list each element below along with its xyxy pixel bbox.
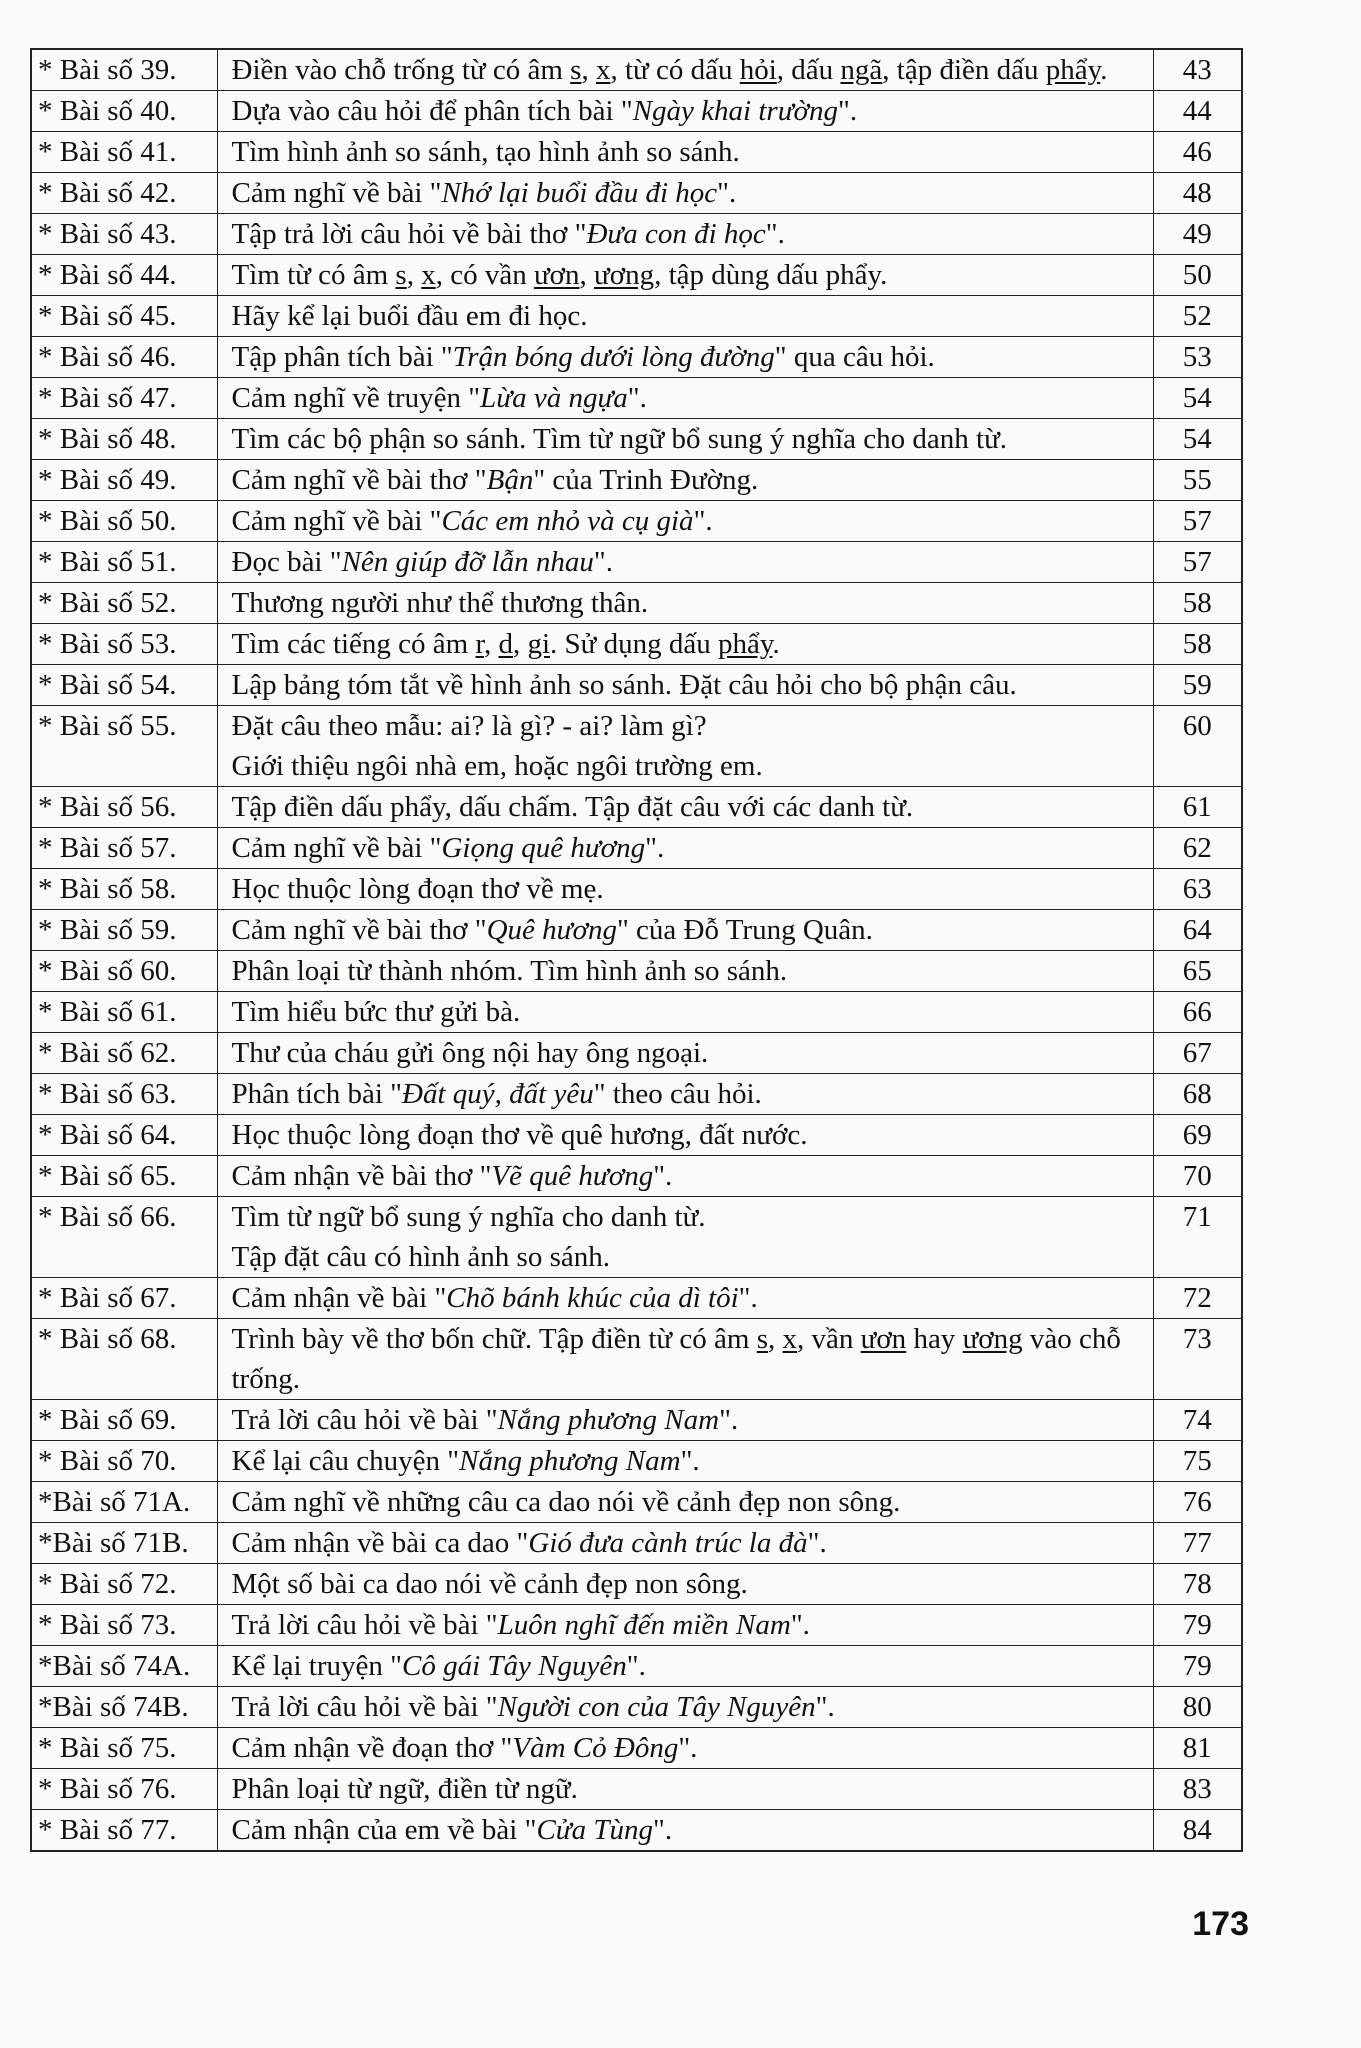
title-text: ". bbox=[653, 1814, 673, 1846]
title-text: Dựa vào câu hỏi để phân tích bài " bbox=[231, 95, 633, 127]
italic-text: Luôn nghĩ đến miền Nam bbox=[497, 1609, 791, 1641]
lesson-title bbox=[217, 1482, 1153, 1523]
underlined-text: ươn bbox=[533, 259, 580, 291]
page-ref: 62 bbox=[1153, 828, 1242, 869]
title-text: " của Đỗ Trung Quân. bbox=[616, 914, 873, 946]
page-ref: 57 bbox=[1153, 501, 1242, 542]
lesson-title bbox=[217, 706, 1153, 787]
title-text: Cảm nhận của em về bài " bbox=[231, 1814, 537, 1846]
title-text: ". bbox=[717, 177, 737, 209]
title-text: . Sử dụng dấu bbox=[550, 628, 719, 660]
lesson-number: * Bài số 41. bbox=[31, 132, 217, 173]
title-text: , bbox=[512, 628, 528, 660]
title-text: ". bbox=[678, 1732, 698, 1764]
page-ref: 70 bbox=[1153, 1156, 1242, 1197]
underlined-text: ương bbox=[962, 1323, 1023, 1355]
title-text: Phân loại từ thành nhóm. Tìm hình ảnh so sánh. bbox=[231, 955, 788, 987]
lesson-title bbox=[217, 214, 1153, 255]
lesson-title bbox=[217, 1319, 1153, 1400]
italic-text: Nắng phương Nam bbox=[459, 1445, 681, 1477]
lesson-title bbox=[217, 1646, 1153, 1687]
table-row bbox=[31, 910, 1242, 951]
lesson-title bbox=[217, 460, 1153, 501]
title-text: " qua câu hỏi. bbox=[774, 341, 935, 373]
title-text: ". bbox=[593, 546, 613, 578]
lesson-number: * Bài số 52. bbox=[31, 583, 217, 624]
table-row bbox=[31, 1278, 1242, 1319]
table-row bbox=[31, 624, 1242, 665]
table-row bbox=[31, 1646, 1242, 1687]
title-text: Tìm hiểu bức thư gửi bà. bbox=[231, 996, 521, 1028]
page-ref: 49 bbox=[1153, 214, 1242, 255]
lesson-title bbox=[217, 1156, 1153, 1197]
page-ref: 64 bbox=[1153, 910, 1242, 951]
lesson-title bbox=[217, 1033, 1153, 1074]
table-row bbox=[31, 1033, 1242, 1074]
lesson-title bbox=[217, 665, 1153, 706]
lesson-number: * Bài số 50. bbox=[31, 501, 217, 542]
table-row bbox=[31, 1728, 1242, 1769]
title-text: Lập bảng tóm tắt về hình ảnh so sánh. Đặt câu hỏi cho bộ phận câu. bbox=[231, 669, 1017, 701]
table-of-contents bbox=[30, 48, 1243, 1852]
page-ref: 58 bbox=[1153, 624, 1242, 665]
title-text: Cảm nghĩ về bài thơ " bbox=[231, 464, 487, 496]
title-text: ". bbox=[837, 95, 858, 127]
page-ref: 73 bbox=[1153, 1319, 1242, 1400]
lesson-number: * Bài số 42. bbox=[31, 173, 217, 214]
title-text: , bbox=[581, 54, 596, 86]
page-ref: 55 bbox=[1153, 460, 1242, 501]
page-ref: 50 bbox=[1153, 255, 1242, 296]
table-row bbox=[31, 869, 1242, 910]
title-text: , từ có dấu bbox=[610, 54, 740, 86]
page-ref: 84 bbox=[1153, 1810, 1242, 1852]
lesson-title bbox=[217, 1074, 1153, 1115]
lesson-title bbox=[217, 910, 1153, 951]
title-text: ". bbox=[627, 382, 647, 414]
underlined-text: s bbox=[756, 1323, 768, 1355]
title-text: Thương người như thể thương thân. bbox=[231, 587, 649, 619]
table-row bbox=[31, 828, 1242, 869]
italic-text: Trận bóng dưới lòng đường bbox=[452, 341, 775, 373]
lesson-title bbox=[217, 132, 1153, 173]
page-ref: 69 bbox=[1153, 1115, 1242, 1156]
page-ref: 44 bbox=[1153, 91, 1242, 132]
page-ref: 58 bbox=[1153, 583, 1242, 624]
title-text: Tập phân tích bài " bbox=[231, 341, 453, 373]
lesson-number: * Bài số 54. bbox=[31, 665, 217, 706]
lesson-title bbox=[217, 1115, 1153, 1156]
lesson-title bbox=[217, 378, 1153, 419]
title-text: Trình bày về thơ bốn chữ. Tập điền từ có âm bbox=[231, 1323, 757, 1355]
italic-text: Vẽ quê hương bbox=[491, 1160, 654, 1192]
italic-text: Gió đưa cành trúc la đà bbox=[528, 1527, 808, 1559]
table-row bbox=[31, 542, 1242, 583]
title-text: ". bbox=[693, 505, 713, 537]
title-text: ". bbox=[719, 1404, 739, 1436]
title-text: " của Trinh Đường. bbox=[533, 464, 759, 496]
page-number: 173 bbox=[1192, 1905, 1249, 1943]
lesson-title bbox=[217, 255, 1153, 296]
lesson-title bbox=[217, 296, 1153, 337]
title-text: Học thuộc lòng đoạn thơ về mẹ. bbox=[231, 873, 604, 905]
title-text: Kể lại câu chuyện " bbox=[231, 1445, 460, 1477]
title-text: Tìm các bộ phận so sánh. Tìm từ ngữ bổ sung ý nghĩa cho danh từ. bbox=[231, 423, 1008, 455]
underlined-text: s bbox=[395, 259, 407, 291]
lesson-number: * Bài số 48. bbox=[31, 419, 217, 460]
title-text: Một số bài ca dao nói về cảnh đẹp non sông. bbox=[231, 1568, 748, 1600]
underlined-text: x bbox=[595, 54, 611, 86]
table-row bbox=[31, 337, 1242, 378]
title-text: , vần bbox=[797, 1323, 861, 1355]
lesson-number: * Bài số 49. bbox=[31, 460, 217, 501]
lesson-title bbox=[217, 1278, 1153, 1319]
underlined-text: hỏi bbox=[739, 54, 777, 86]
table-row bbox=[31, 1441, 1242, 1482]
title-text: , bbox=[768, 1323, 783, 1355]
title-text: Kể lại truyện " bbox=[231, 1650, 402, 1682]
title-text: Giới thiệu ngôi nhà em, hoặc ngôi trường em. bbox=[231, 750, 763, 782]
page-ref: 59 bbox=[1153, 665, 1242, 706]
italic-text: Nắng phương Nam bbox=[497, 1404, 720, 1436]
lesson-title bbox=[217, 1197, 1153, 1278]
lesson-title bbox=[217, 869, 1153, 910]
lesson-title bbox=[217, 1810, 1153, 1852]
lesson-number: * Bài số 63. bbox=[31, 1074, 217, 1115]
lesson-title bbox=[217, 542, 1153, 583]
title-text: Trả lời câu hỏi về bài " bbox=[231, 1609, 498, 1641]
title-text: Cảm nhận về bài ca dao " bbox=[231, 1527, 529, 1559]
title-text: Học thuộc lòng đoạn thơ về quê hương, đất nước. bbox=[231, 1119, 808, 1151]
lesson-number: * Bài số 45. bbox=[31, 296, 217, 337]
lesson-number: * Bài số 40. bbox=[31, 91, 217, 132]
underlined-text: ươn bbox=[860, 1323, 907, 1355]
lesson-number: *Bài số 71B. bbox=[31, 1523, 217, 1564]
title-text: ". bbox=[626, 1650, 646, 1682]
page-ref: 67 bbox=[1153, 1033, 1242, 1074]
page-ref: 72 bbox=[1153, 1278, 1242, 1319]
lesson-number: * Bài số 61. bbox=[31, 992, 217, 1033]
page-ref: 75 bbox=[1153, 1441, 1242, 1482]
title-text: Tập đặt câu có hình ảnh so sánh. bbox=[231, 1241, 611, 1273]
lesson-number: * Bài số 66. bbox=[31, 1197, 217, 1278]
title-text: Cảm nhận về đoạn thơ " bbox=[231, 1732, 513, 1764]
table-row bbox=[31, 419, 1242, 460]
lesson-number: * Bài số 75. bbox=[31, 1728, 217, 1769]
italic-text: Lừa và ngựa bbox=[480, 382, 628, 414]
lesson-number: * Bài số 46. bbox=[31, 337, 217, 378]
table-row bbox=[31, 951, 1242, 992]
lesson-title bbox=[217, 91, 1153, 132]
lesson-number: * Bài số 68. bbox=[31, 1319, 217, 1400]
page-ref: 83 bbox=[1153, 1769, 1242, 1810]
table-row bbox=[31, 1319, 1242, 1400]
table-row bbox=[31, 1156, 1242, 1197]
lesson-title bbox=[217, 173, 1153, 214]
page-ref: 77 bbox=[1153, 1523, 1242, 1564]
lesson-title bbox=[217, 624, 1153, 665]
table-row bbox=[31, 1115, 1242, 1156]
lesson-title bbox=[217, 951, 1153, 992]
lesson-number: * Bài số 51. bbox=[31, 542, 217, 583]
toc-body bbox=[31, 49, 1242, 1851]
title-text: Cảm nhận về bài " bbox=[231, 1282, 447, 1314]
table-row bbox=[31, 1564, 1242, 1605]
lesson-title bbox=[217, 49, 1153, 91]
title-text: Cảm nghĩ về bài " bbox=[231, 832, 442, 864]
table-row bbox=[31, 787, 1242, 828]
title-text: Cảm nghĩ về bài " bbox=[231, 177, 442, 209]
table-row bbox=[31, 132, 1242, 173]
lesson-number: * Bài số 39. bbox=[31, 49, 217, 91]
title-text: hay bbox=[906, 1323, 963, 1355]
italic-text: Bận bbox=[486, 464, 534, 496]
underlined-text: d bbox=[498, 628, 513, 660]
table-row bbox=[31, 1400, 1242, 1441]
page-ref: 66 bbox=[1153, 992, 1242, 1033]
lesson-number: * Bài số 76. bbox=[31, 1769, 217, 1810]
title-text: Tìm các tiếng có âm bbox=[231, 628, 476, 660]
title-text: " theo câu hỏi. bbox=[593, 1078, 762, 1110]
italic-text: Nhớ lại buổi đầu đi học bbox=[441, 177, 718, 209]
page-ref: 53 bbox=[1153, 337, 1242, 378]
lesson-title bbox=[217, 501, 1153, 542]
page-ref: 76 bbox=[1153, 1482, 1242, 1523]
lesson-number: * Bài số 64. bbox=[31, 1115, 217, 1156]
title-text: , bbox=[483, 628, 499, 660]
title-text: Cảm nghĩ về truyện " bbox=[231, 382, 481, 414]
lesson-number: * Bài số 44. bbox=[31, 255, 217, 296]
title-text: Phân tích bài " bbox=[231, 1078, 403, 1110]
underlined-text: x bbox=[782, 1323, 797, 1355]
lesson-title bbox=[217, 583, 1153, 624]
title-text: ". bbox=[738, 1282, 758, 1314]
table-row bbox=[31, 173, 1242, 214]
title-text: Cảm nghĩ về bài thơ " bbox=[231, 914, 487, 946]
title-text: ". bbox=[765, 218, 785, 250]
page-ref: 60 bbox=[1153, 706, 1242, 787]
page-ref: 79 bbox=[1153, 1605, 1242, 1646]
table-row bbox=[31, 91, 1242, 132]
lesson-number: * Bài số 62. bbox=[31, 1033, 217, 1074]
page-ref: 52 bbox=[1153, 296, 1242, 337]
page-ref: 74 bbox=[1153, 1400, 1242, 1441]
table-row bbox=[31, 1482, 1242, 1523]
lesson-title bbox=[217, 1605, 1153, 1646]
table-row bbox=[31, 665, 1242, 706]
lesson-number: * Bài số 77. bbox=[31, 1810, 217, 1852]
lesson-title bbox=[217, 1687, 1153, 1728]
lesson-title bbox=[217, 828, 1153, 869]
title-text: Tìm hình ảnh so sánh, tạo hình ảnh so sánh. bbox=[231, 136, 740, 168]
title-text: Điền vào chỗ trống từ có âm bbox=[231, 54, 571, 86]
title-text: Trả lời câu hỏi về bài " bbox=[231, 1691, 498, 1723]
lesson-title bbox=[217, 419, 1153, 460]
lesson-number: * Bài số 57. bbox=[31, 828, 217, 869]
italic-text: Đất quý, đất yêu bbox=[402, 1078, 594, 1110]
title-text: Tập điền dấu phẩy, dấu chấm. Tập đặt câu với các danh từ. bbox=[231, 791, 914, 823]
table-row bbox=[31, 49, 1242, 91]
table-row bbox=[31, 1769, 1242, 1810]
underlined-text: ngã bbox=[840, 54, 883, 86]
page-ref: 79 bbox=[1153, 1646, 1242, 1687]
lesson-number: * Bài số 73. bbox=[31, 1605, 217, 1646]
lesson-title bbox=[217, 1769, 1153, 1810]
lesson-title bbox=[217, 992, 1153, 1033]
italic-text: Nên giúp đỡ lẫn nhau bbox=[341, 546, 594, 578]
italic-text: Ngày khai trường bbox=[632, 95, 838, 127]
page-ref: 78 bbox=[1153, 1564, 1242, 1605]
title-text: Đặt câu theo mẫu: ai? là gì? - ai? làm gì? bbox=[231, 710, 707, 742]
title-text: Trả lời câu hỏi về bài " bbox=[231, 1404, 498, 1436]
lesson-title bbox=[217, 787, 1153, 828]
title-text: Tìm từ có âm bbox=[231, 259, 396, 291]
table-row bbox=[31, 378, 1242, 419]
table-row bbox=[31, 1523, 1242, 1564]
lesson-number: * Bài số 58. bbox=[31, 869, 217, 910]
lesson-number: * Bài số 43. bbox=[31, 214, 217, 255]
title-text: Cảm nhận về bài thơ " bbox=[231, 1160, 492, 1192]
table-row bbox=[31, 214, 1242, 255]
table-row bbox=[31, 1810, 1242, 1852]
title-text: , tập dùng dấu phẩy. bbox=[654, 259, 888, 291]
lesson-number: * Bài số 60. bbox=[31, 951, 217, 992]
page-ref: 57 bbox=[1153, 542, 1242, 583]
lesson-title bbox=[217, 1400, 1153, 1441]
title-text: ". bbox=[790, 1609, 810, 1641]
title-text: Đọc bài " bbox=[231, 546, 342, 578]
title-text: , dấu bbox=[776, 54, 841, 86]
italic-text: Cửa Tùng bbox=[536, 1814, 653, 1846]
title-text: ". bbox=[680, 1445, 700, 1477]
title-text: ". bbox=[815, 1691, 835, 1723]
title-text: , bbox=[579, 259, 595, 291]
table-row bbox=[31, 1074, 1242, 1115]
table-row bbox=[31, 583, 1242, 624]
title-text: . bbox=[772, 628, 780, 660]
table-row bbox=[31, 1197, 1242, 1278]
table-row bbox=[31, 1687, 1242, 1728]
italic-text: Người con của Tây Nguyên bbox=[497, 1691, 816, 1723]
page-ref: 54 bbox=[1153, 419, 1242, 460]
underlined-text: x bbox=[421, 259, 436, 291]
title-text: ". bbox=[653, 1160, 673, 1192]
title-text: Tập trả lời câu hỏi về bài thơ " bbox=[231, 218, 587, 250]
italic-text: Vàm Cỏ Đông bbox=[512, 1732, 679, 1764]
title-text: Cảm nghĩ về những câu ca dao nói về cảnh đẹp non sông. bbox=[231, 1486, 901, 1518]
title-text: Tìm từ ngữ bổ sung ý nghĩa cho danh từ. bbox=[231, 1201, 706, 1233]
page-ref: 54 bbox=[1153, 378, 1242, 419]
lesson-title bbox=[217, 337, 1153, 378]
page-ref: 61 bbox=[1153, 787, 1242, 828]
page-ref: 48 bbox=[1153, 173, 1242, 214]
lesson-number: * Bài số 72. bbox=[31, 1564, 217, 1605]
underlined-text: phẩy bbox=[1045, 54, 1101, 86]
lesson-number: *Bài số 74A. bbox=[31, 1646, 217, 1687]
lesson-number: * Bài số 65. bbox=[31, 1156, 217, 1197]
lesson-number: * Bài số 53. bbox=[31, 624, 217, 665]
underlined-text: phẩy bbox=[718, 628, 773, 660]
lesson-number: * Bài số 47. bbox=[31, 378, 217, 419]
page-ref: 81 bbox=[1153, 1728, 1242, 1769]
lesson-number: * Bài số 70. bbox=[31, 1441, 217, 1482]
table-row bbox=[31, 501, 1242, 542]
table-row bbox=[31, 706, 1242, 787]
title-text: vào chỗ trống. bbox=[231, 1323, 1121, 1395]
lesson-number: *Bài số 71A. bbox=[31, 1482, 217, 1523]
italic-text: Cô gái Tây Nguyên bbox=[401, 1650, 627, 1682]
italic-text: Giọng quê hương bbox=[441, 832, 646, 864]
lesson-number: * Bài số 59. bbox=[31, 910, 217, 951]
page-ref: 43 bbox=[1153, 49, 1242, 91]
page-ref: 68 bbox=[1153, 1074, 1242, 1115]
lesson-title bbox=[217, 1441, 1153, 1482]
lesson-number: * Bài số 56. bbox=[31, 787, 217, 828]
title-text: . bbox=[1100, 54, 1108, 86]
italic-text: Chõ bánh khúc của dì tôi bbox=[446, 1282, 739, 1314]
table-row bbox=[31, 460, 1242, 501]
lesson-title bbox=[217, 1728, 1153, 1769]
italic-text: Đưa con đi học bbox=[586, 218, 766, 250]
page-ref: 65 bbox=[1153, 951, 1242, 992]
underlined-text: gi bbox=[527, 628, 551, 660]
title-text: , bbox=[406, 259, 422, 291]
underlined-text: r bbox=[475, 628, 484, 660]
underlined-text: s bbox=[570, 54, 582, 86]
italic-text: Các em nhỏ và cụ già bbox=[441, 505, 694, 537]
title-text: ". bbox=[807, 1527, 827, 1559]
lesson-number: * Bài số 69. bbox=[31, 1400, 217, 1441]
table-row bbox=[31, 1605, 1242, 1646]
title-text: Phân loại từ ngữ, điền từ ngữ. bbox=[231, 1773, 578, 1805]
italic-text: Quê hương bbox=[486, 914, 617, 946]
lesson-title bbox=[217, 1564, 1153, 1605]
page-ref: 46 bbox=[1153, 132, 1242, 173]
lesson-number: *Bài số 74B. bbox=[31, 1687, 217, 1728]
title-text: ". bbox=[645, 832, 665, 864]
page-ref: 71 bbox=[1153, 1197, 1242, 1278]
title-text: , có vần bbox=[435, 259, 534, 291]
title-text: Thư của cháu gửi ông nội hay ông ngoại. bbox=[231, 1037, 709, 1069]
table-row bbox=[31, 992, 1242, 1033]
title-text: Cảm nghĩ về bài " bbox=[231, 505, 442, 537]
table-row bbox=[31, 255, 1242, 296]
lesson-number: * Bài số 67. bbox=[31, 1278, 217, 1319]
lesson-number: * Bài số 55. bbox=[31, 706, 217, 787]
page-ref: 80 bbox=[1153, 1687, 1242, 1728]
lesson-title bbox=[217, 1523, 1153, 1564]
title-text: Hãy kể lại buổi đầu em đi học. bbox=[231, 300, 588, 332]
underlined-text: ương bbox=[594, 259, 655, 291]
page-ref: 63 bbox=[1153, 869, 1242, 910]
table-row bbox=[31, 296, 1242, 337]
title-text: , tập điền dấu bbox=[882, 54, 1046, 86]
